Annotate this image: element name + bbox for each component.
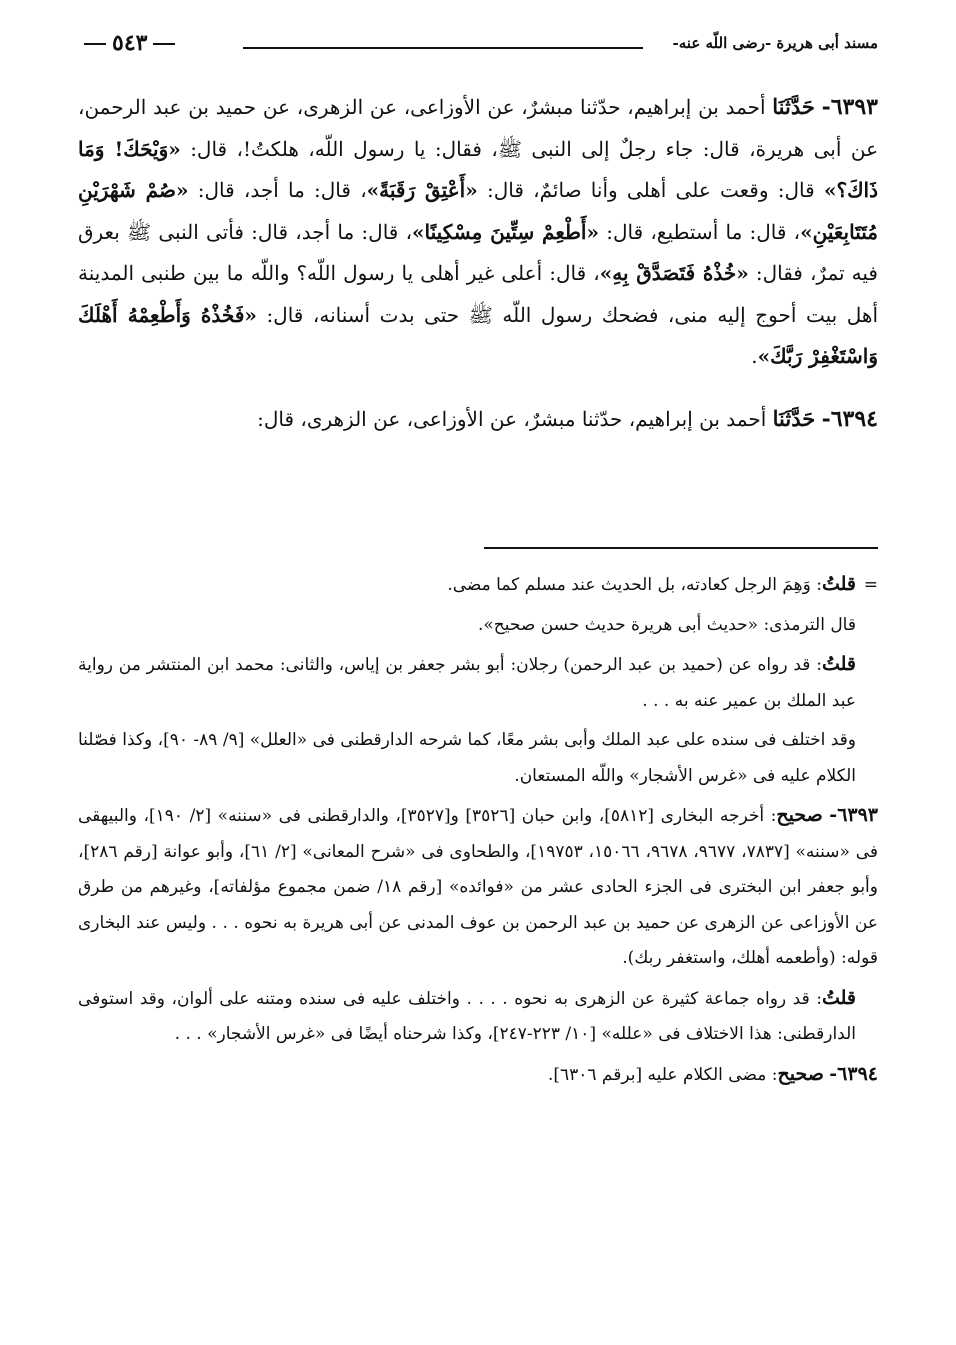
grading-label: صحيح [777,1062,824,1085]
prophet-quote: «وَيْحَكَ! وَمَا ذَاكَ؟» [78,136,879,202]
note-lead: قلتُ [821,986,856,1009]
takhrij-text: : أخرجه البخارى [٥٨١٢]، وابن حبان [٣٥٢٦] و[٣٥٢٧]، والدارقطنى فى «سننه» [٢/ ١٩٠]، والبيهقى فى «سننه» [٧٨٣٧، ٩٦٧٧، ٩٦٧٨، ١٥٠٦٦، ١٩٧٥٣]، والطحاوى فى «شرح المعانى» [٢/ ٦١]، وأبو عوانة [رقم ٢٨٦]، وأبو جعفر ابن البخترى فى الجزء الحادى عشر من «فوائده» [رقم ١٨/ ضمن مجموع مؤلفاته]، وغيرهم من طرق عن الأوزاعى عن الزهرى عن حميد بن عبد الرحمن بن عوف المدنى عن أبى هريرة به نحوه . . . وليس عند البخارى قوله: (وأطعمه أهلك، واستغفر ربك). [78,806,879,968]
takhrij-text: : مضى الكلام عليه [برقم ٦٣٠٦]. [547,1064,778,1085]
hadith-text: ، قال: أعلى غير أهلى يا رسول اللّه؟ واللّه ما بين طنبى المدينة أهل بيت أحوج إليه منى، فضحك رسول اللّه ﷺ حتى بدت أسنانه، قال: [78,261,878,327]
narration-keyword: حَدَّثَنَا [772,405,816,431]
hadith-text: . [751,344,758,368]
hadith-text: ، قال: ما أجد، قال: فأتى النبى ﷺ بعرق فيه تمرٌ، فقال: [78,219,878,285]
takhrij-number: ٦٣٩٤- [829,1062,878,1085]
footnote-narrators [78,647,878,719]
page-header [78,30,878,66]
prophet-quote: «صُمْ شَهْرَيْنِ مُتَتَابِعَيْنِ» [78,178,878,244]
hadith-number: ٦٣٩٣- [821,94,878,120]
footnote-separator [484,547,878,549]
hadith-text: أحمد بن إبراهيم، حدّثنا مبشرٌ، عن الأوزاعى، عن الزهرى، عن حميد بن عبد الرحمن، عن أبى هريرة، قال: جاء رجلٌ إلى النبى ﷺ، فقال: يا رسول اللّه، هلكتُ!، قال: [78,95,879,161]
page-number-value: ٥٤٣ [112,30,148,56]
hadith-text: ، قال: ما أستطيع، قال: [606,219,801,244]
main-text [78,86,878,440]
note-text: : قد رواه عن (حميد بن عبد الرحمن) رجلان: أبو بشر جعفر بن إياس، والثانى: محمد ابن المنتشر من رواية عبد الملك بن عمير عنه به . . . [78,655,856,711]
hadith-text: أحمد بن إبراهيم، حدّثنا مبشرٌ، عن الأوزاعى، عن الزهرى، قال: [257,406,767,431]
prophet-quote: «أَعْتِقْ رَقَبَةً» [366,178,478,202]
prophet-quote: «أَطْعِمْ سِتِّينَ مِسْكِينًا» [412,219,599,244]
page-number-dash [84,43,106,45]
note-text: : وَهِمَ الرجل كعادته، بل الحديث عند مسلم كما مضى. [447,575,822,595]
hadith-text: ، قال: ما أجد، قال: [197,178,367,202]
prophet-quote: «فَخُذْهُ وَأَطْعِمْهُ أَهْلَكَ وَاسْتَغْفِرْ رَبَّكَ» [78,302,878,368]
running-title: مسند أبى هريرة -رضى اللّه عنه- [672,34,878,52]
narration-keyword: حَدَّثَنَا [772,94,815,119]
grading-label: صحيح [776,804,823,826]
note-lead: قلتُ [821,573,856,595]
header-rule [243,47,643,49]
note-text: قال الترمذى: «حديث أبى هريرة حديث حسن صحيح». [478,614,856,635]
hadith-text: قال: وقعت على أهلى وأنا صائمٌ، قال: [486,178,815,202]
takhrij-comment [78,981,878,1053]
note-lead: قلتُ [821,653,856,675]
takhrij-number: ٦٣٩٣- [829,804,879,826]
note-text: : قد رواه جماعة كثيرة عن الزهرى به نحوه . . . . واختلف عليه فى سنده ومتنه على ألوان، وقد استوفى الدارقطنى: هذا الاختلاف فى «علله» [١٠/ ٢٢٣-٢٤٧]، وكذا شرحناه أيضًا فى «غرس الأشجار» . . . [78,988,856,1044]
takhrij-6394 [78,1057,878,1094]
note-text: وقد اختلف فى سنده على عبد الملك وأبى بشر معًا، كما شرحه الدارقطنى فى «العلل» [٩/ ٨٩- ٩٠]، وكذا فصّلنا الكلام عليه فى «غرس الأشجار» واللّه المستعان. [78,730,857,786]
hadith-6393 [78,86,878,378]
footnote-tirmidhi [78,608,878,644]
footnotes [78,567,878,1093]
footnote-ikhtilaf [78,723,878,794]
page-number [78,30,181,56]
takhrij-6393 [78,798,878,977]
page-number-dash-left [153,43,175,45]
hadith-6394 [78,398,878,441]
continuation-mark: = [863,575,878,595]
footnote-continuation [78,567,878,604]
prophet-quote: «خُذْهُ فَتَصَدَّقْ بِهِ» [599,261,749,285]
hadith-number: ٦٣٩٤- [821,405,878,432]
